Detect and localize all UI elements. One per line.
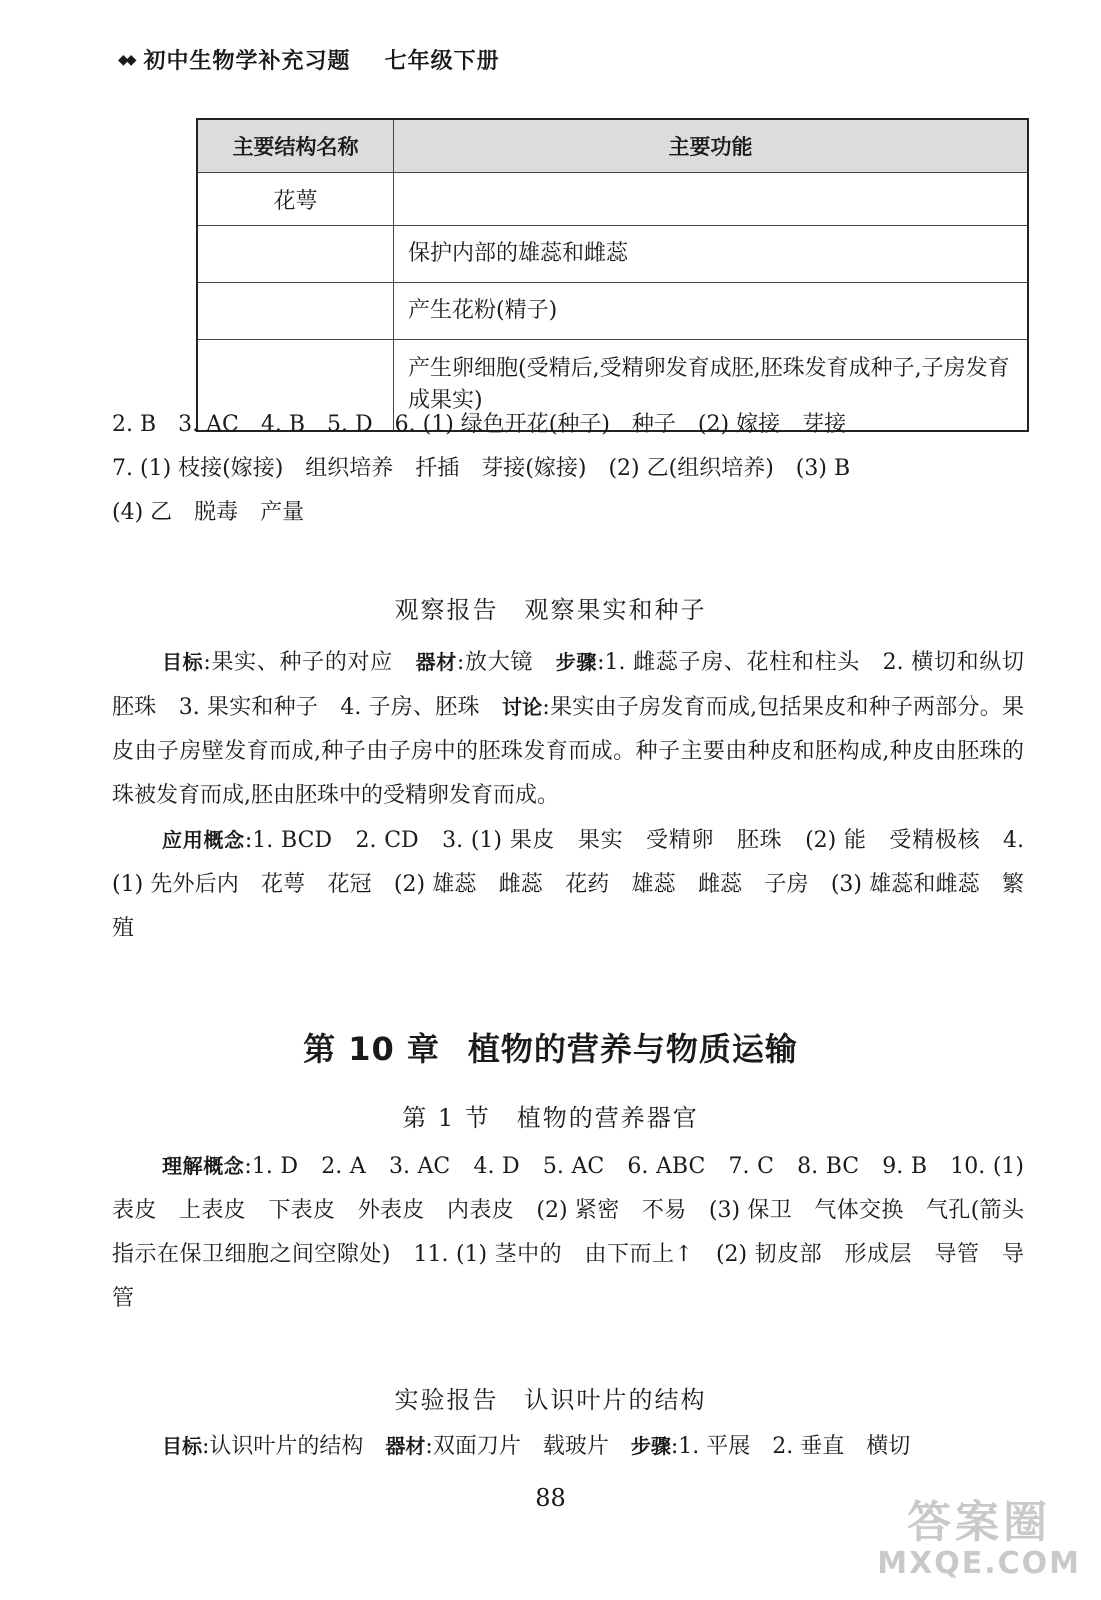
chapter-title: 植物的营养与物质运输 [467, 1030, 798, 1068]
steps-text: :1. 雌蕊子房、花柱和柱头 2. 横切和纵切 胚珠 3. 果实和种子 4. 子房、胚珠 [112, 650, 1047, 720]
goal-text: :认识叶片的结构 [202, 1434, 386, 1459]
running-header [118, 44, 500, 75]
answer-line: (4) 乙 脱毒 产量 [112, 500, 305, 525]
answers-block-1 [112, 403, 1024, 535]
answer-line: 7. (1) 枝接(嫁接) 组织培养 扦插 芽接(嫁接) (2) 乙(组织培养) (3) B [112, 456, 851, 481]
column-header-function: 主要功能 [394, 119, 1029, 173]
structure-name-cell: 花萼 [197, 173, 394, 226]
grade-label: 七年级下册 [384, 49, 500, 74]
function-cell: 产生花粉(精子) [394, 283, 1029, 340]
goal-label: 目标 [162, 650, 204, 674]
page-number: 88 [535, 1484, 566, 1512]
table-row [197, 173, 1028, 226]
table-row [197, 283, 1028, 340]
book-title: 初中生物学补充习题 [143, 49, 351, 74]
report-title-leaf: 实验报告 认识叶片的结构 [394, 1386, 707, 1414]
section-answers [112, 1144, 1024, 1321]
materials-text: :双面刀片 载玻片 [425, 1434, 631, 1459]
function-cell [394, 173, 1029, 226]
report-title-fruit-seed: 观察报告 观察果实和种子 [394, 596, 707, 624]
column-header-structure: 主要结构名称 [197, 119, 394, 173]
section-heading: 第 1 节 植物的营养器官 [402, 1104, 699, 1132]
structure-name-cell [197, 226, 394, 283]
steps-text: :1. 平展 2. 垂直 横切 [670, 1434, 911, 1459]
function-cell: 产生卵细胞(受精后,受精卵发育成胚,胚珠发育成种子,子房发育成果实) [394, 340, 1029, 432]
application-label: 应用概念 [162, 828, 245, 852]
report-paragraph [112, 640, 1047, 818]
chapter-number: 第 10 章 [303, 1030, 440, 1068]
function-cell: 保护内部的雄蕊和雌蕊 [394, 226, 1029, 283]
structure-name-cell [197, 283, 394, 340]
goal-label: 目标 [162, 1434, 202, 1458]
table-row [197, 226, 1028, 283]
materials-text: :放大镜 [456, 650, 556, 675]
understanding-label: 理解概念 [162, 1154, 245, 1178]
steps-label: 步骤 [555, 650, 598, 674]
understanding-text: :1. D 2. A 3. AC 4. D 5. AC 6. ABC 7. C 8. BC 9. B 10. (1) 表皮 上表皮 下表皮 外表皮 内表皮 (2) 紧密 不易 (3) 保卫 气体交换 气孔(箭头指示在保卫细胞之间空隙处) 11. (1) 茎中的 由下而上↑ (2) 韧皮部 形成层 导管 导管 [112, 1154, 1025, 1311]
steps-label: 步骤 [630, 1434, 671, 1458]
application-paragraph [112, 818, 1024, 951]
materials-label: 器材 [415, 650, 457, 674]
discussion-label: 讨论 [501, 695, 543, 719]
materials-label: 器材 [385, 1434, 426, 1458]
watermark-logo: 答案圈 MXQE.COM [877, 1496, 1081, 1581]
diamond-icon: ◆◆ [118, 51, 134, 68]
flower-structure-table [196, 118, 1029, 432]
discussion-text: :果实由子房发育而成,包括果皮和种子两部分。果皮由子房壁发育而成,种子由子房中的胚珠发育而成。种子主要由种皮和胚构成,种皮由胚珠的珠被发育而成,胚由胚珠中的受精卵发育而成。 [112, 695, 1024, 808]
table-header-row [197, 119, 1028, 173]
application-text: :1. BCD 2. CD 3. (1) 果皮 果实 受精卵 胚珠 (2) 能 受精极核 4. (1) 先外后内 花萼 花冠 (2) 雄蕊 雌蕊 花药 雄蕊 雌蕊 子房 (3) 雄蕊和雌蕊 繁殖 [112, 828, 1025, 941]
leaf-report-paragraph [112, 1424, 1024, 1469]
chapter-heading [0, 1024, 1101, 1070]
goal-text: :果实、种子的对应 [203, 650, 416, 675]
answer-line: 2. B 3. AC 4. B 5. D 6. (1) 绿色开花(种子) 种子 (2) 嫁接 芽接 [112, 412, 847, 437]
